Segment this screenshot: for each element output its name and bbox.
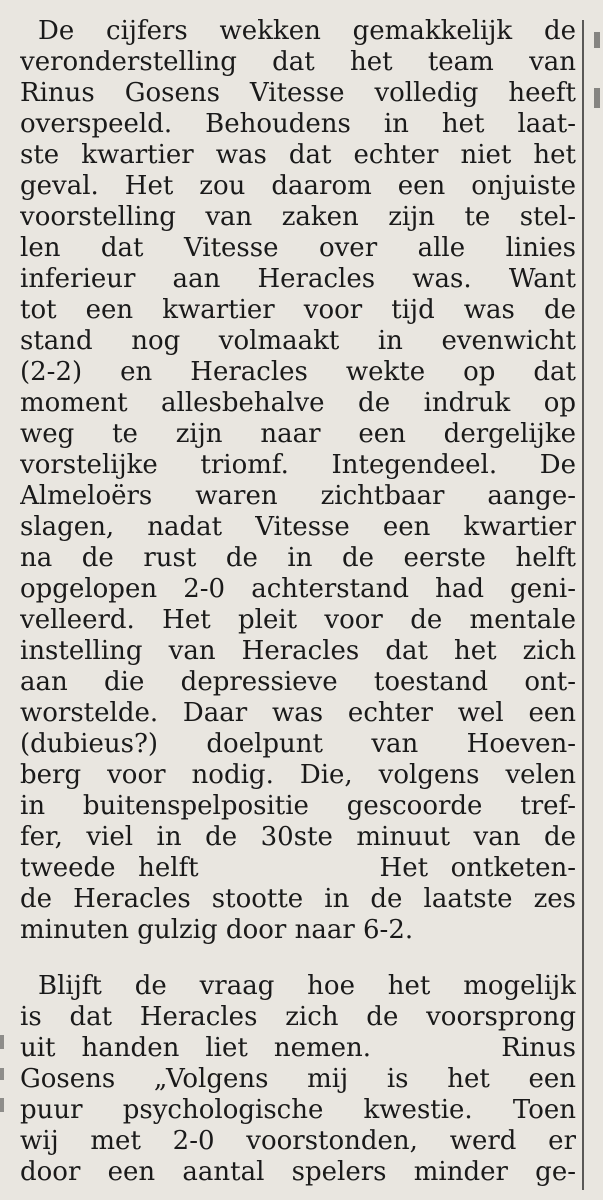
text-line: De cijfers wekken gemakkelijk de [38, 16, 576, 46]
text-line: voorstelling van zaken zijn te stel- [20, 202, 576, 232]
text-line: aan die depressieve toestand ont- [20, 667, 576, 697]
text-line: wij met 2-0 voorstonden, werd er [20, 1126, 576, 1156]
text-line: weg te zijn naar een dergelijke [20, 419, 576, 449]
text-line: velleerd. Het pleit voor de mentale [20, 605, 576, 635]
article-column [20, 16, 576, 1188]
text-line: tot een kwartier voor tijd was de [20, 295, 576, 325]
text-line: vorstelijke triomf. Integendeel. De [20, 450, 576, 480]
text-line: ste kwartier was dat echter niet het [20, 140, 576, 170]
text-line: door een aantal spelers minder ge- [20, 1157, 576, 1187]
text-line: veronderstelling dat het team van [20, 47, 576, 77]
text-line: tweede helft Het ontketen- [20, 853, 576, 883]
text-line: overspeeld. Behoudens in het laat- [20, 109, 576, 139]
text-line: de Heracles stootte in de laatste zes [20, 884, 576, 914]
text-line: slagen, nadat Vitesse een kwartier [20, 512, 576, 542]
text-line: Rinus Gosens Vitesse volledig heeft [20, 78, 576, 108]
text-line: uit handen liet nemen. Rinus [20, 1033, 576, 1063]
text-line: inferieur aan Heracles was. Want [20, 264, 576, 294]
text-line: Almeloërs waren zichtbaar aange- [20, 481, 576, 511]
text-line: na de rust de in de eerste helft [20, 543, 576, 573]
text-line: berg voor nodig. Die, volgens velen [20, 760, 576, 790]
text-line: in buitenspelpositie gescoorde tref- [20, 791, 576, 821]
text-line: Gosens „Volgens mij is het een [20, 1064, 576, 1094]
text-line: instelling van Heracles dat het zich [20, 636, 576, 666]
text-line: opgelopen 2-0 achterstand had geni- [20, 574, 576, 604]
text-line: worstelde. Daar was echter wel een [20, 698, 576, 728]
paragraph-2 [20, 971, 576, 1188]
text-line: moment allesbehalve de indruk op [20, 388, 576, 418]
left-margin-fragments [0, 0, 6, 1200]
text-line: stand nog volmaakt in evenwicht [20, 326, 576, 356]
text-line: is dat Heracles zich de voorsprong [20, 1002, 576, 1032]
text-line: (2-2) en Heracles wekte op dat [20, 357, 576, 387]
text-line: minuten gulzig door naar 6-2. [20, 915, 414, 945]
text-line: Blijft de vraag hoe het mogelijk [38, 971, 576, 1001]
text-line: puur psychologische kwestie. Toen [20, 1095, 576, 1125]
text-line: (dubieus?) doelpunt van Hoeven- [20, 729, 576, 759]
column-rule [582, 20, 584, 1190]
text-line: fer, viel in de 30ste minuut van de [20, 822, 576, 852]
text-line: geval. Het zou daarom een onjuiste [20, 171, 576, 201]
paragraph-1 [20, 16, 576, 946]
right-margin-fragments [592, 0, 603, 1200]
text-line: len dat Vitesse over alle linies [20, 233, 576, 263]
